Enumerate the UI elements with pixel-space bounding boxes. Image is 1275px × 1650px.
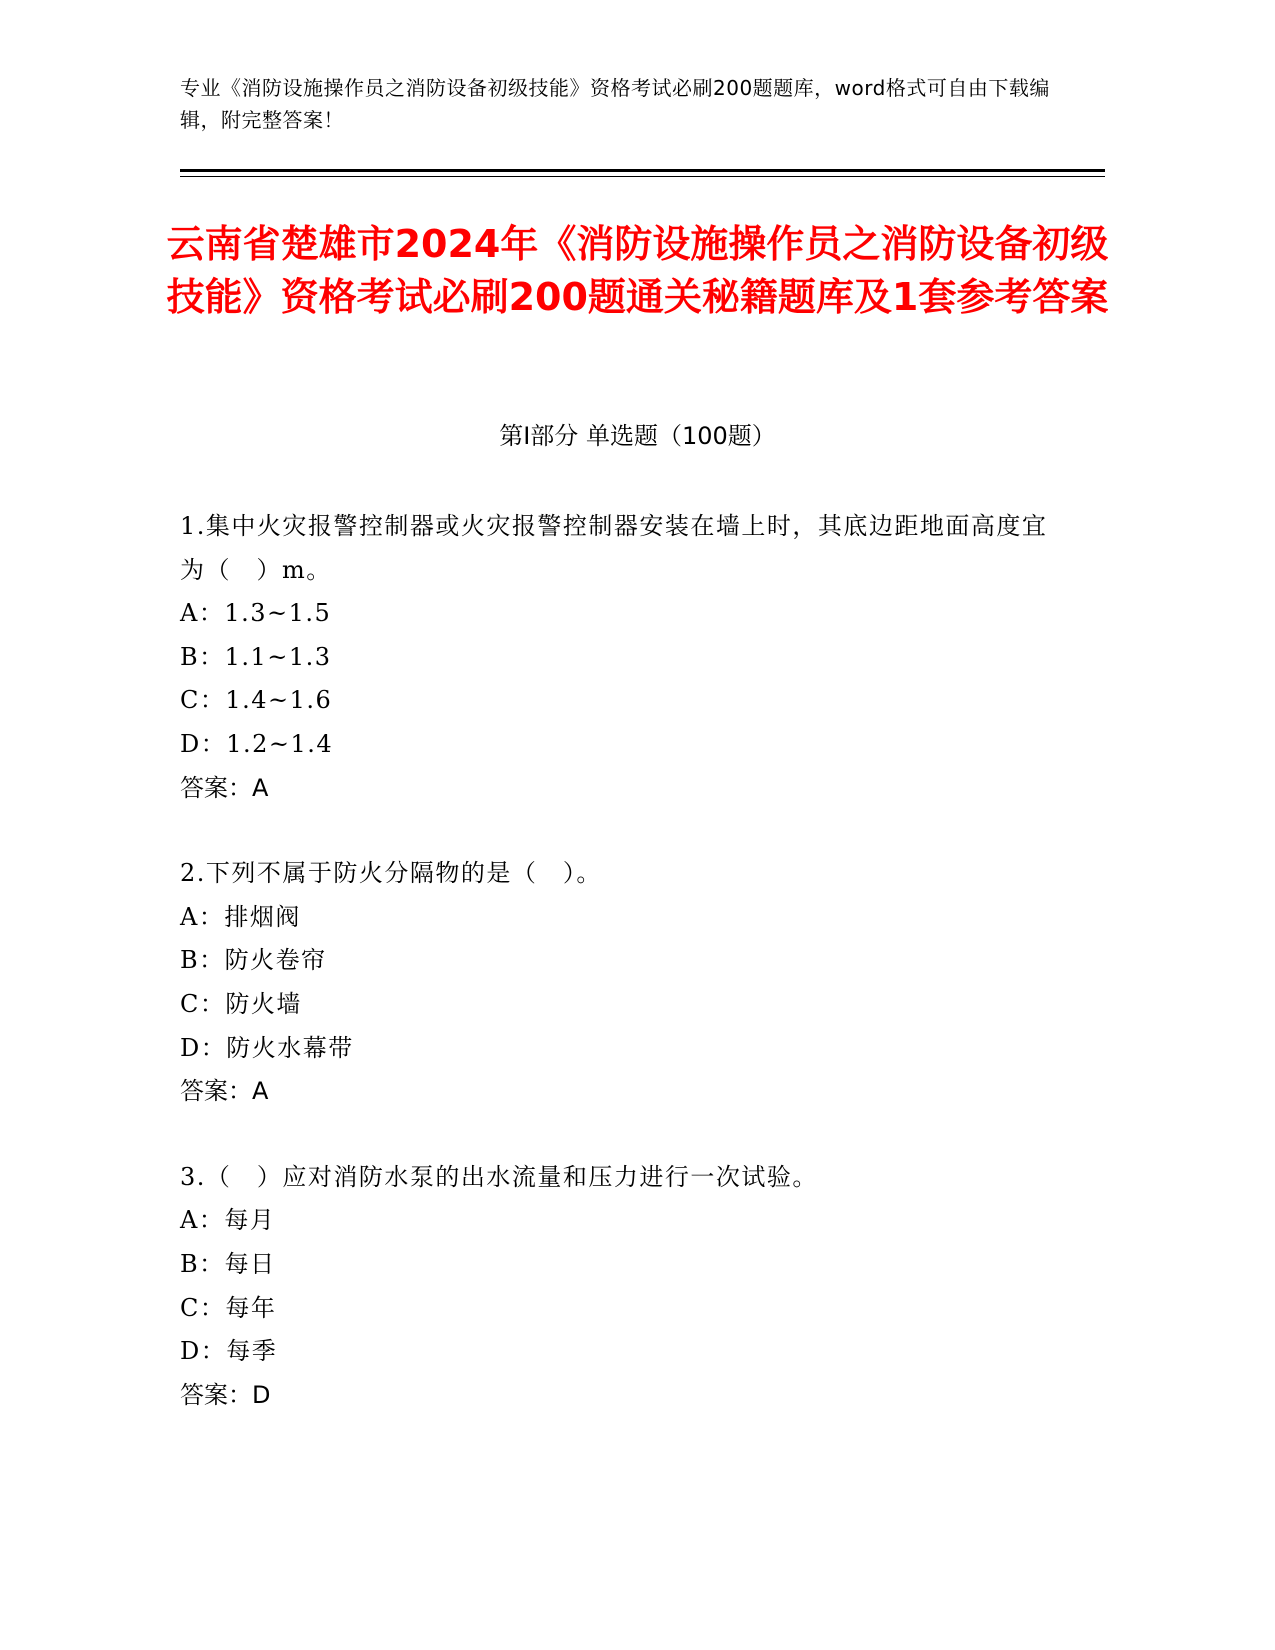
question-2 — [180, 852, 1060, 1114]
document-title: 云南省楚雄市2024年《消防设施操作员之消防设备初级技能》资格考试必刷200题通关秘籍题库及1套参考答案 — [166, 222, 1109, 319]
option-a: A：排烟阀 — [180, 902, 301, 931]
option-c: C：每年 — [180, 1293, 277, 1322]
option-b: B：1.1~1.3 — [180, 642, 332, 671]
question-1 — [180, 505, 1060, 810]
answer-line: 答案：A — [180, 1077, 269, 1106]
answer-line: 答案：A — [180, 773, 269, 802]
option-a: A：每月 — [180, 1206, 276, 1235]
question-stem: 1.集中火灾报警控制器或火灾报警控制器安装在墙上时，其底边距地面高度宜为（ ）m。 — [180, 512, 1048, 584]
option-d: D：每季 — [180, 1337, 278, 1366]
option-d: D：防火水幕带 — [180, 1033, 354, 1062]
header-rule-thin — [180, 176, 1105, 177]
option-b: B：防火卷帘 — [180, 946, 327, 975]
option-c: C：1.4~1.6 — [180, 686, 333, 715]
answer-line: 答案：D — [180, 1380, 271, 1409]
option-b: B：每日 — [180, 1249, 276, 1278]
header-note: 专业《消防设施操作员之消防设备初级技能》资格考试必刷200题题库，word格式可自由下载编辑，附完整答案！ — [180, 76, 1050, 132]
question-list — [180, 505, 1060, 1459]
header-rule-thick — [180, 169, 1105, 172]
question-3 — [180, 1156, 1060, 1418]
section-heading: 第I部分 单选题（100题） — [499, 422, 776, 450]
option-d: D：1.2~1.4 — [180, 729, 334, 758]
option-a: A：1.3~1.5 — [180, 599, 332, 628]
question-stem: 2.下列不属于防火分隔物的是（ ）。 — [180, 859, 602, 888]
option-c: C：防火墙 — [180, 989, 302, 1018]
question-stem: 3.（ ）应对消防水泵的出水流量和压力进行一次试验。 — [180, 1162, 818, 1191]
